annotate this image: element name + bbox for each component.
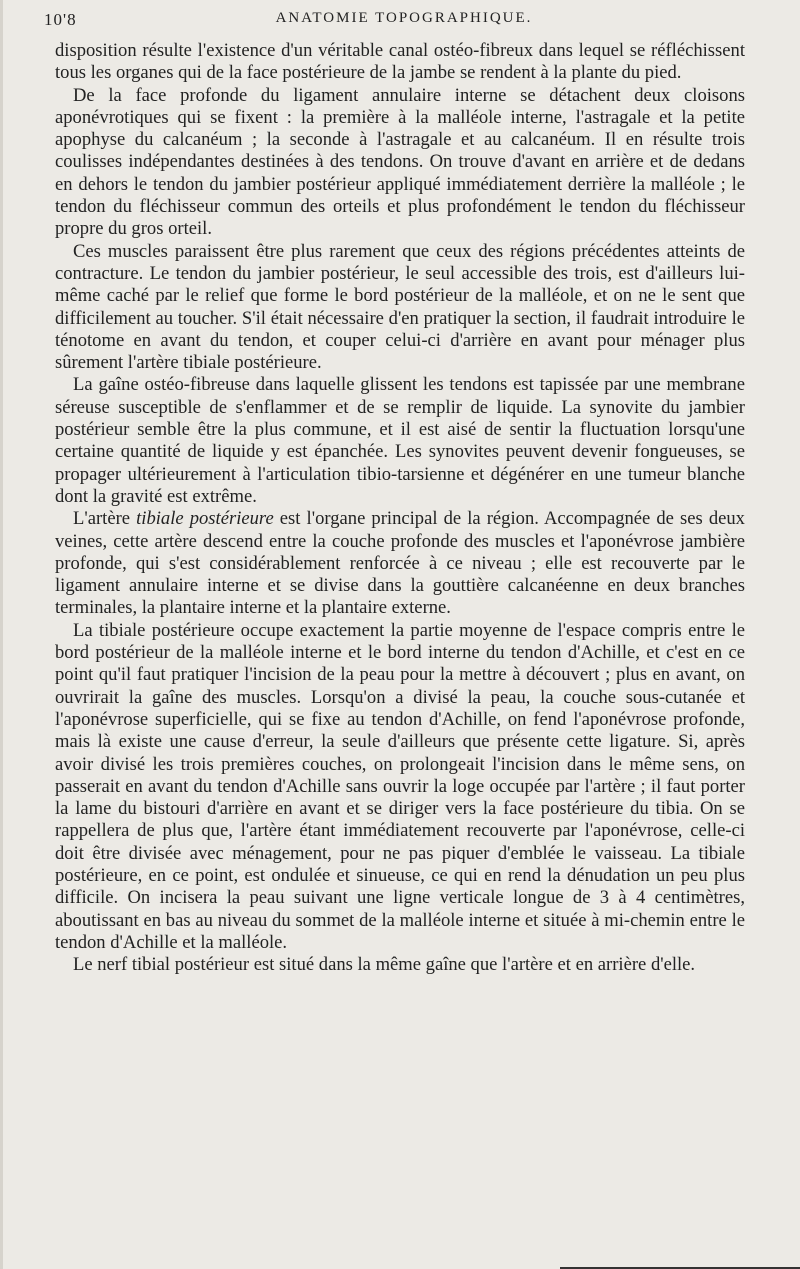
paragraph — [55, 620, 745, 954]
italic-term: tibiale postérieure — [136, 508, 274, 530]
text-run: disposition résulte l'existence d'un véritable canal ostéo-fibreux dans lequel se réfléchissent tous les organes qui de la face postérieure de la jambe se rendent à la plante du pied. — [55, 40, 745, 84]
text-run: Le nerf tibial postérieur est situé dans la même gaîne que l'artère et en arrière d'elle. — [73, 954, 696, 976]
text-run: La gaîne ostéo-fibreuse dans laquelle glissent les tendons est tapissée par une membrane séreuse susceptible de s'enflammer et de se remplir de liquide. La synovite du jambier postérieur semble être la plus commune, et il est aisé de sentir la fluctuation lorsqu'une certaine quantité de liquide y est épanchée. Les synovites peuvent devenir fongueuses, se propager ultérieurement à l'articulation tibio-tarsienne et dégénérer en une tumeur blanche dont la gravité est extrême. — [55, 374, 745, 507]
text-run: Ces muscles paraissent être plus rarement que ceux des régions précédentes atteints de contracture. Le tendon du jambier postérieur, le seul accessible des trois, est d'ailleurs lui-même caché par le relief que forme le bord postérieur de la malléole, et on ne le sent que difficilement au toucher. S'il était nécessaire d'en pratiquer la section, il faudrait introduire le ténotome en avant du tendon, et couper celui-ci d'arrière en avant pour ménager plus sûrement l'artère tibiale postérieure. — [55, 240, 745, 374]
text-run: est l'organe principal de la région. Accompagnée de ses deux veines, cette artère descend entre la couche profonde des muscles et l'aponévrose jambière profonde, qui s'est considérablement renforcée à ce niveau ; elle est recouverte par le ligament annulaire interne et se divise dans la gouttière calcanéenne en deux branches terminales, la plantaire interne et la plantaire externe. — [55, 508, 745, 619]
text-run: La tibiale postérieure occupe exactement la partie moyenne de l'espace compris entre le bord postérieur de la malléole interne et le bord interne du tendon d'Achille, et c'est en ce point qu'il faut pratiquer l'incision de la peau pour la mettre à découvert ; plus en avant, on ouvrirait la gaîne des muscles. Lorsqu'on a divisé la peau, la couche sous-cutanée et l'aponévrose superficielle, qui se fixe au tendon d'Achille, on fend l'aponévrose profonde, mais là existe une cause d'erreur, la seule d'ailleurs que présente cette ligature. Si, après avoir divisé les trois premières couches, on prolongeait l'incision dans le même sens, on passerait en avant du tendon d'Achille sans ouvrir la loge occupée par l'artère ; il faut porter la lame du bistouri d'arrière en avant et se diriger vers la face postérieure du tibia. On se rappellera de plus que, l'artère étant immédiatement recouverte par l'aponévrose, celle-ci doit être divisée avec ménagement, pour ne pas piquer d'emblée le vaisseau. La tibiale postérieure, en ce point, est ondulée et sinueuse, ce qui en rend la dénudation un peu plus difficile. On incisera la peau suivant une ligne verticale longue de 3 à 4 centimètres, aboutissant en bas au niveau du sommet de la malléole interne et située à mi-chemin entre le tendon d'Achille et la malléole. — [55, 619, 745, 953]
body-text — [55, 40, 745, 976]
paragraph — [55, 374, 745, 508]
page-number: 10'8 — [44, 10, 77, 29]
text-run: L'artère — [73, 508, 137, 530]
running-head: ANATOMIE TOPOGRAPHIQUE. — [275, 10, 533, 26]
text-run: De la face profonde du ligament annulaire interne se détachent deux cloisons aponévrotiques qui se fixent : la première à la malléole interne, l'astragale et la petite apophyse du calcanéum ; la seconde à l'astragale et au calcanéum. Il en résulte trois coulisses indépendantes destinées à des tendons. On trouve d'avant en arrière et de dedans en dehors le tendon du jambier postérieur appliqué immédiatement derrière la malléole ; le tendon du fléchisseur commun des orteils et plus profondément le tendon du fléchisseur propre du gros orteil. — [55, 84, 745, 240]
page-left-edge — [0, 0, 3, 1269]
paragraph — [55, 85, 745, 241]
paragraph — [55, 40, 745, 85]
paragraph — [55, 241, 745, 375]
page-header — [44, 10, 764, 34]
paragraph — [55, 508, 745, 619]
paragraph — [55, 954, 745, 976]
